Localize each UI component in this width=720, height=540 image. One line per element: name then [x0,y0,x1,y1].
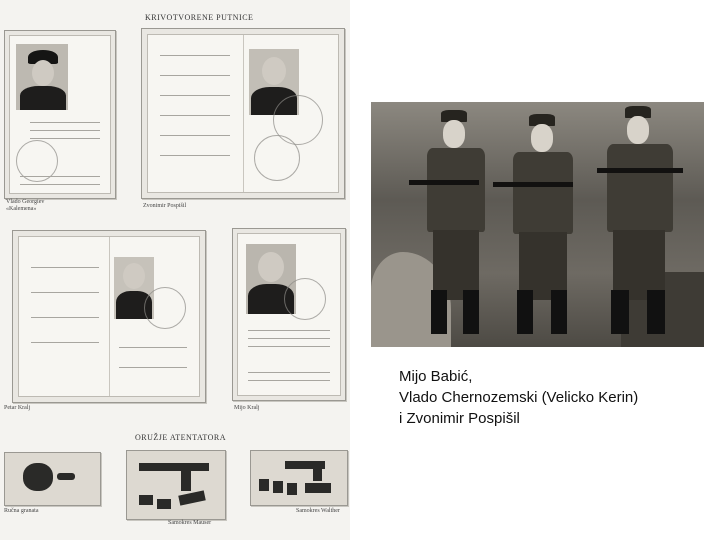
mauser-photo [126,450,226,520]
forged-passports-heading: KRIVOTVORENE PUTNICE [145,13,254,22]
passport-photo-1 [4,30,116,199]
passport-caption-text: Vlado Georgiev «Kalemena» [6,199,45,212]
soldier-middle [499,114,589,340]
photo-caption [399,366,638,429]
passport-page [9,35,111,194]
weapon-caption-3: Samokres Walther [296,508,340,514]
passport-caption-4: Mijo Kralj [234,405,260,411]
passport-caption-3: Petar Kralj [4,405,31,411]
passport-caption-1 [6,199,44,213]
caption-line-1: Mijo Babić, [399,368,473,385]
passport-caption-2: Zvonimir Pospišil [143,203,187,209]
passport-page [147,34,339,193]
passport-page [18,236,200,397]
weapons-heading: ORUŽJE ATENTATORA [135,433,227,442]
passport-photo-4 [232,228,346,401]
passport-page [237,233,341,396]
weapon-caption-1: Ručna granata [4,508,39,514]
three-soldiers-photo [371,102,704,347]
pistol-image [139,463,209,471]
passport-photo-3 [12,230,206,403]
stamp-mark [254,135,300,181]
stamp-mark [284,278,326,320]
caption-line-2: Vlado Chernozemski (Velicko Kerin) [399,389,639,406]
passport-photo-2 [141,28,345,199]
weapon-caption-2: Samokres Mauser [168,520,212,526]
soldier-left [409,110,499,340]
caption-line-3: i Zvonimir Pospišil [399,410,520,427]
grenade-image [23,463,53,491]
stamp-mark [144,287,186,329]
portrait-image [16,44,68,110]
walther-photo [250,450,348,506]
grenade-photo [4,452,101,506]
soldier-right [591,106,691,340]
scanned-book-page [0,0,350,540]
